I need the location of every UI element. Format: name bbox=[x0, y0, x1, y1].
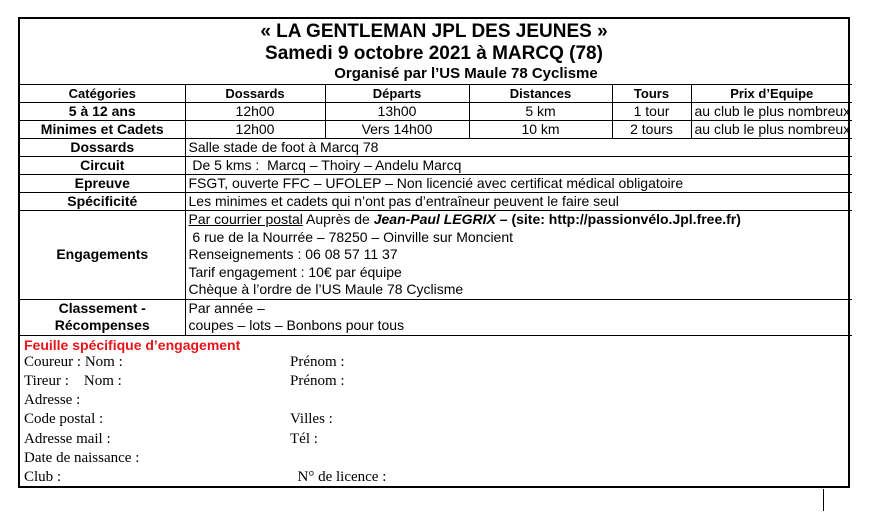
form-field-label: Villes : bbox=[290, 411, 333, 428]
form-field-label: Adresse mail : bbox=[24, 430, 111, 447]
table-header-row bbox=[20, 85, 852, 103]
form-row bbox=[20, 431, 848, 450]
event-organizer: Organisé par l’US Maule 78 Cyclisme bbox=[334, 65, 598, 82]
form-field-label: Prénom : bbox=[290, 372, 345, 389]
category-cell: 5 à 12 ans bbox=[20, 103, 185, 121]
classement-label-line2: Récompenses bbox=[54, 317, 150, 333]
specificite-row bbox=[20, 193, 852, 211]
form-field-label: Code postal : bbox=[24, 411, 104, 428]
contact-address: 6 rue de la Nourrée – 78250 – Oinville sur Moncient bbox=[188, 228, 514, 245]
specificite-label: Spécificité bbox=[20, 193, 185, 211]
form-field-label: N° de licence : bbox=[290, 469, 387, 486]
form-field-label: Tireur : Nom : bbox=[24, 372, 122, 389]
engagements-contact-line bbox=[189, 211, 850, 229]
form-title: Feuille spécifique d’engagement bbox=[24, 336, 241, 353]
form-field-label: Date de naissance : bbox=[24, 449, 140, 466]
contact-phone: Renseignements : 06 08 57 11 37 bbox=[188, 246, 398, 262]
classement-details bbox=[185, 299, 852, 335]
postal-mail-text: Par courrier postal bbox=[188, 211, 303, 227]
column-header: Prix d’Equipe bbox=[691, 85, 852, 103]
specificite-value: Les minimes et cadets qui n’ont pas d’entraîneur peuvent le faire seul bbox=[185, 193, 852, 211]
table-cell: 13h00 bbox=[325, 103, 469, 121]
registration-form bbox=[20, 336, 848, 489]
epreuve-row bbox=[20, 175, 852, 193]
event-date-place: Samedi 9 octobre 2021 à MARCQ (78) bbox=[265, 43, 603, 64]
table-cell: au club le plus nombreux bbox=[691, 103, 852, 121]
dossards-label: Dossards bbox=[20, 139, 185, 157]
form-field-label: Prénom : bbox=[290, 353, 345, 370]
classement-row bbox=[20, 299, 852, 335]
registration-document bbox=[18, 17, 850, 488]
dossards-row bbox=[20, 139, 852, 157]
form-row bbox=[20, 411, 848, 430]
form-field-label: Adresse : bbox=[24, 392, 81, 409]
circuit-row bbox=[20, 157, 852, 175]
table-row bbox=[20, 121, 852, 139]
form-field-label: Tél : bbox=[290, 430, 318, 447]
table-cell: 12h00 bbox=[185, 103, 325, 121]
form-row bbox=[20, 373, 848, 392]
form-field-label: Club : bbox=[24, 469, 62, 486]
table-cell: 1 tour bbox=[612, 103, 691, 121]
registration-fee: Tarif engagement : 10€ par équipe bbox=[188, 263, 402, 280]
table-cell: 12h00 bbox=[185, 121, 325, 139]
table-row bbox=[20, 103, 852, 121]
category-cell: Minimes et Cadets bbox=[20, 121, 185, 139]
contact-name: Jean-Paul LEGRIX – bbox=[373, 211, 512, 227]
table-cell: 5 km bbox=[469, 103, 612, 121]
classement-label-line1: Classement - bbox=[58, 299, 146, 316]
engagements-label: Engagements bbox=[20, 211, 185, 300]
table-cell: 2 tours bbox=[612, 121, 691, 139]
form-field-label: Coureur : Nom : bbox=[24, 353, 123, 370]
column-header: Dossards bbox=[185, 85, 325, 103]
form-row bbox=[20, 354, 848, 373]
dossards-value: Salle stade de foot à Marcq 78 bbox=[185, 139, 852, 157]
title-block bbox=[20, 21, 848, 83]
column-header: Départs bbox=[325, 85, 469, 103]
contact-site: (site: http://passionvélo.Jpl.free.fr) bbox=[511, 211, 741, 227]
event-info-table bbox=[20, 84, 852, 336]
column-header: Catégories bbox=[20, 85, 185, 103]
margin-mark bbox=[823, 489, 824, 511]
cheque-info: Chèque à l’ordre de l’US Maule 78 Cyclisme bbox=[188, 281, 464, 297]
engagements-details bbox=[185, 211, 852, 300]
aupres-text: Auprès de bbox=[302, 211, 374, 227]
classement-label bbox=[20, 299, 185, 335]
circuit-label: Circuit bbox=[20, 157, 185, 175]
form-row bbox=[20, 469, 848, 488]
event-title: « LA GENTLEMAN JPL DES JEUNES » bbox=[260, 21, 608, 42]
form-row bbox=[20, 392, 848, 411]
classement-line2: coupes – lots – Bonbons pour tous bbox=[188, 317, 405, 333]
column-header: Tours bbox=[612, 85, 691, 103]
engagements-row bbox=[20, 211, 852, 300]
table-cell: au club le plus nombreux bbox=[691, 121, 852, 139]
column-header: Distances bbox=[469, 85, 612, 103]
circuit-value: De 5 kms : Marcq – Thoiry – Andelu Marcq bbox=[185, 157, 852, 175]
classement-line1: Par année – bbox=[188, 299, 265, 316]
epreuve-value: FSGT, ouverte FFC – UFOLEP – Non licencié avec certificat médical obligatoire bbox=[185, 175, 852, 193]
form-row bbox=[20, 450, 848, 469]
table-cell: Vers 14h00 bbox=[325, 121, 469, 139]
epreuve-label: Epreuve bbox=[20, 175, 185, 193]
table-cell: 10 km bbox=[469, 121, 612, 139]
